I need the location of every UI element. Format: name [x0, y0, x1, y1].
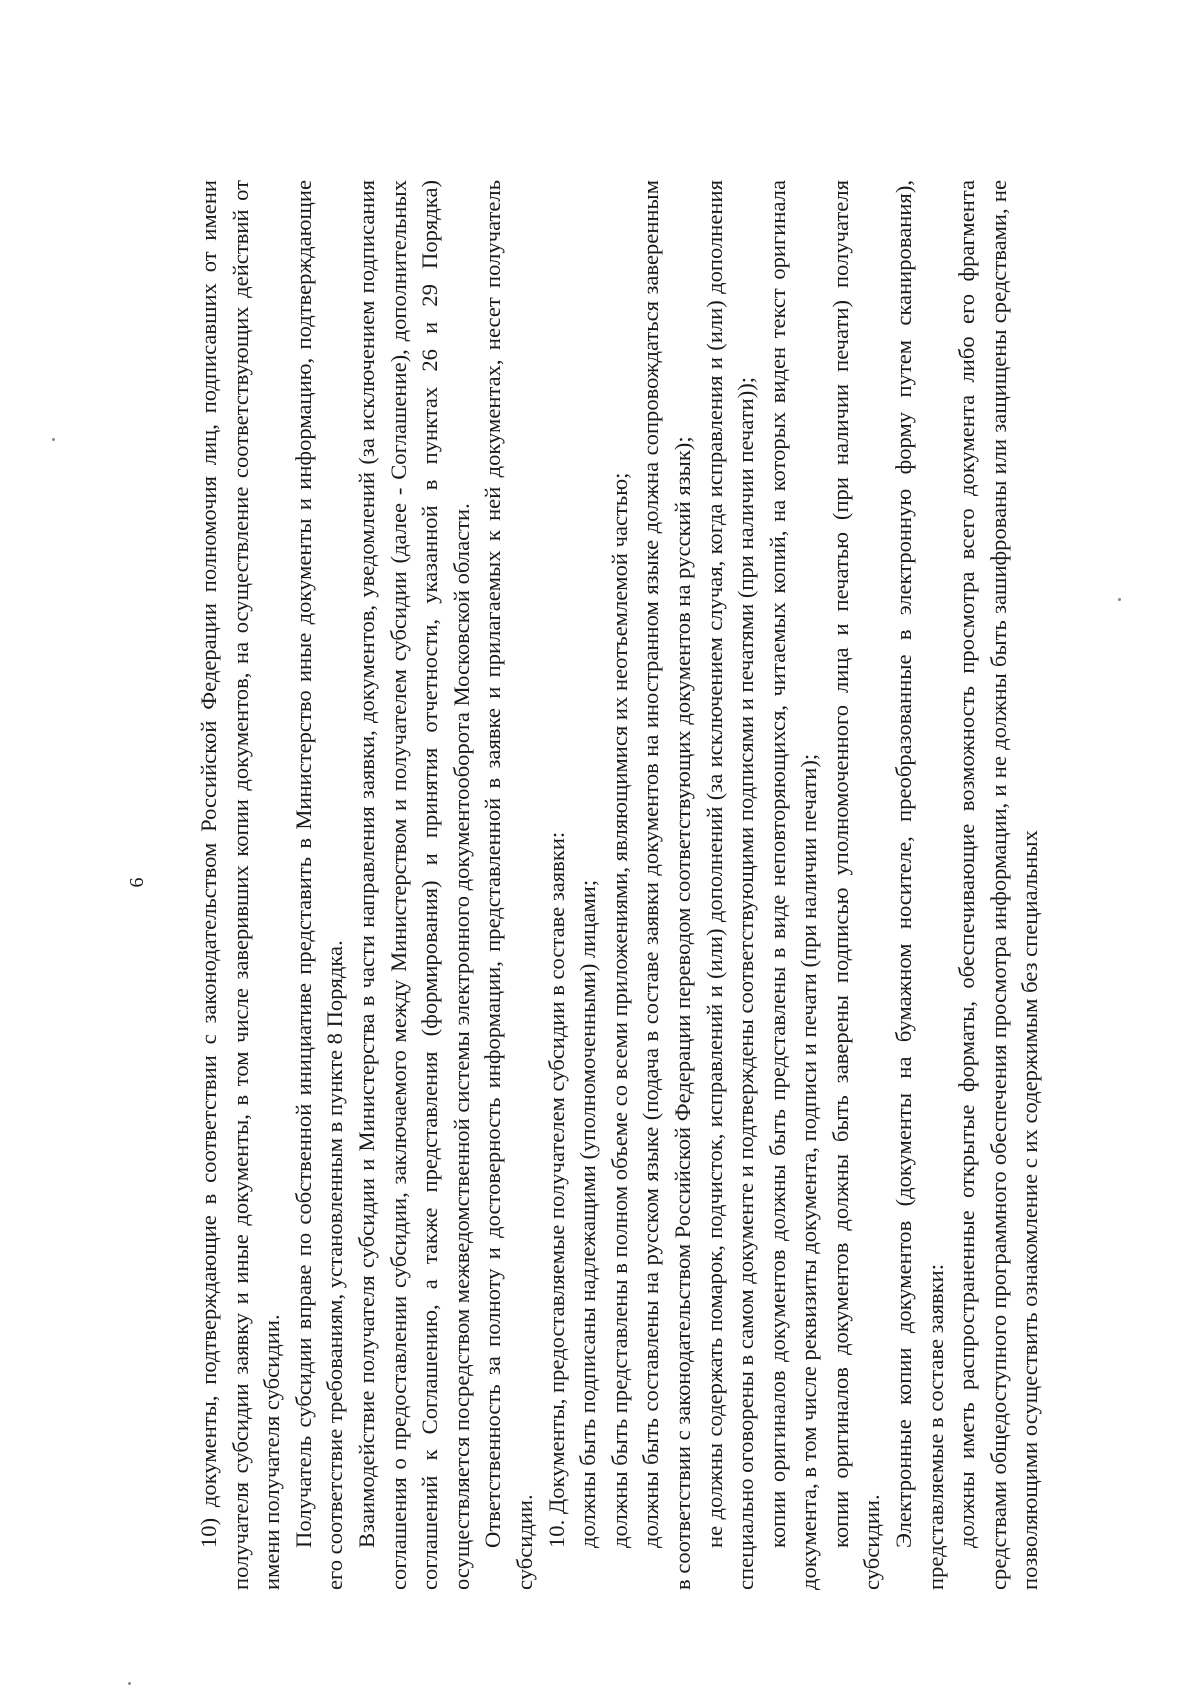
paragraph-interaction: Взаимодействие получателя субсидии и Министерства в части направления заявки, документов, уведомлений (за исключением подписания соглашения о предоставлении субсидии, заключаемого между Министерством и получателем субсидии (далее - Соглашение), дополнительных соглашений к Соглашению, а также представления (формирования) и принятия отчетности, указанной в пунктах 26 и 29 Порядка) осуществляется посредством межведомственной системы электронного документооборота Московской области.: [353, 180, 474, 1590]
paragraph-section-10: 10. Документы, предоставляемые получателем субсидии в составе заявки:: [543, 831, 569, 1548]
page-number: 6: [126, 877, 148, 888]
scan-speck: [52, 438, 55, 441]
paragraph-electronic-copies: Электронные копии документов (документы на бумажном носителе, преобразованные в электронную форму путем сканирования), представляемые в составе заявки:: [891, 180, 948, 1590]
paragraph-readable-copies: копии оригиналов документов должны быть представлены в виде неповторяющихся, читаемых копий, на которых виден текст оригинала документа, в том числе реквизиты документа, подписи и печати (при наличии печати);: [764, 180, 822, 1590]
paragraph-signed: должны быть подписаны надлежащими (уполномоченными) лицами;: [575, 879, 601, 1548]
paragraph-open-formats: должны иметь распространенные открытые форматы, обеспечивающие возможность просмотра всего документа либо его фрагмента средствами общедоступного программного обеспечения просмотра информации, и не должны быть зашифрованы или защищены средствами, не позволяющими осуществить ознакомление с их содержимым без специальных: [954, 180, 1043, 1590]
paragraph-full-scope: должны быть представлены в полном объеме со всеми приложениями, являющимися их неотъемлемой частью;: [606, 472, 632, 1548]
paragraph-russian-language: должны быть составлены на русском языке (подача в составе заявки документов на иностранном языке должна сопровождаться заверенным в соответствии с законодательством Российской Федерации переводом соответствующих документов на русский язык);: [638, 180, 695, 1590]
paragraph-certified-copies: копии оригиналов документов должны быть заверены подписью уполномоченного лица и печатью (при наличии печати) получателя субсидии.: [827, 180, 885, 1590]
paragraph-item-10-authority: 10) документы, подтверждающие в соответствии с законодательством Российской Федерации полномочия лиц, подписавших от имени получателя субсидии заявку и иные документы, в том числе заверивших копии документов, на осуществление соответствующих действий от имени получателя субсидии.: [196, 180, 285, 1590]
scan-speck: [1118, 598, 1121, 601]
paragraph-responsibility: Ответственность за полноту и достоверность информации, представленной в заявке и прилагаемых к ней документах, несет получатель субсидии.: [480, 180, 537, 1590]
paragraph-own-initiative: Получатель субсидии вправе по собственной инициативе представить в Министерство иные документы и информацию, подтверждающие его соответствие требованиям, установленным в пункте 8 Порядка.: [290, 180, 348, 1590]
rotated-page-content: [125, 140, 1095, 1625]
scan-speck: [128, 1682, 131, 1685]
paragraph-no-corrections: не должны содержать помарок, подчисток, исправлений и (или) дополнений (за исключением случая, когда исправления и (или) дополнения специально оговорены в самом документе и подтверждены соответствующими подписями и печатями (при наличии печати));: [701, 180, 759, 1590]
document-body: [193, 180, 1046, 1590]
